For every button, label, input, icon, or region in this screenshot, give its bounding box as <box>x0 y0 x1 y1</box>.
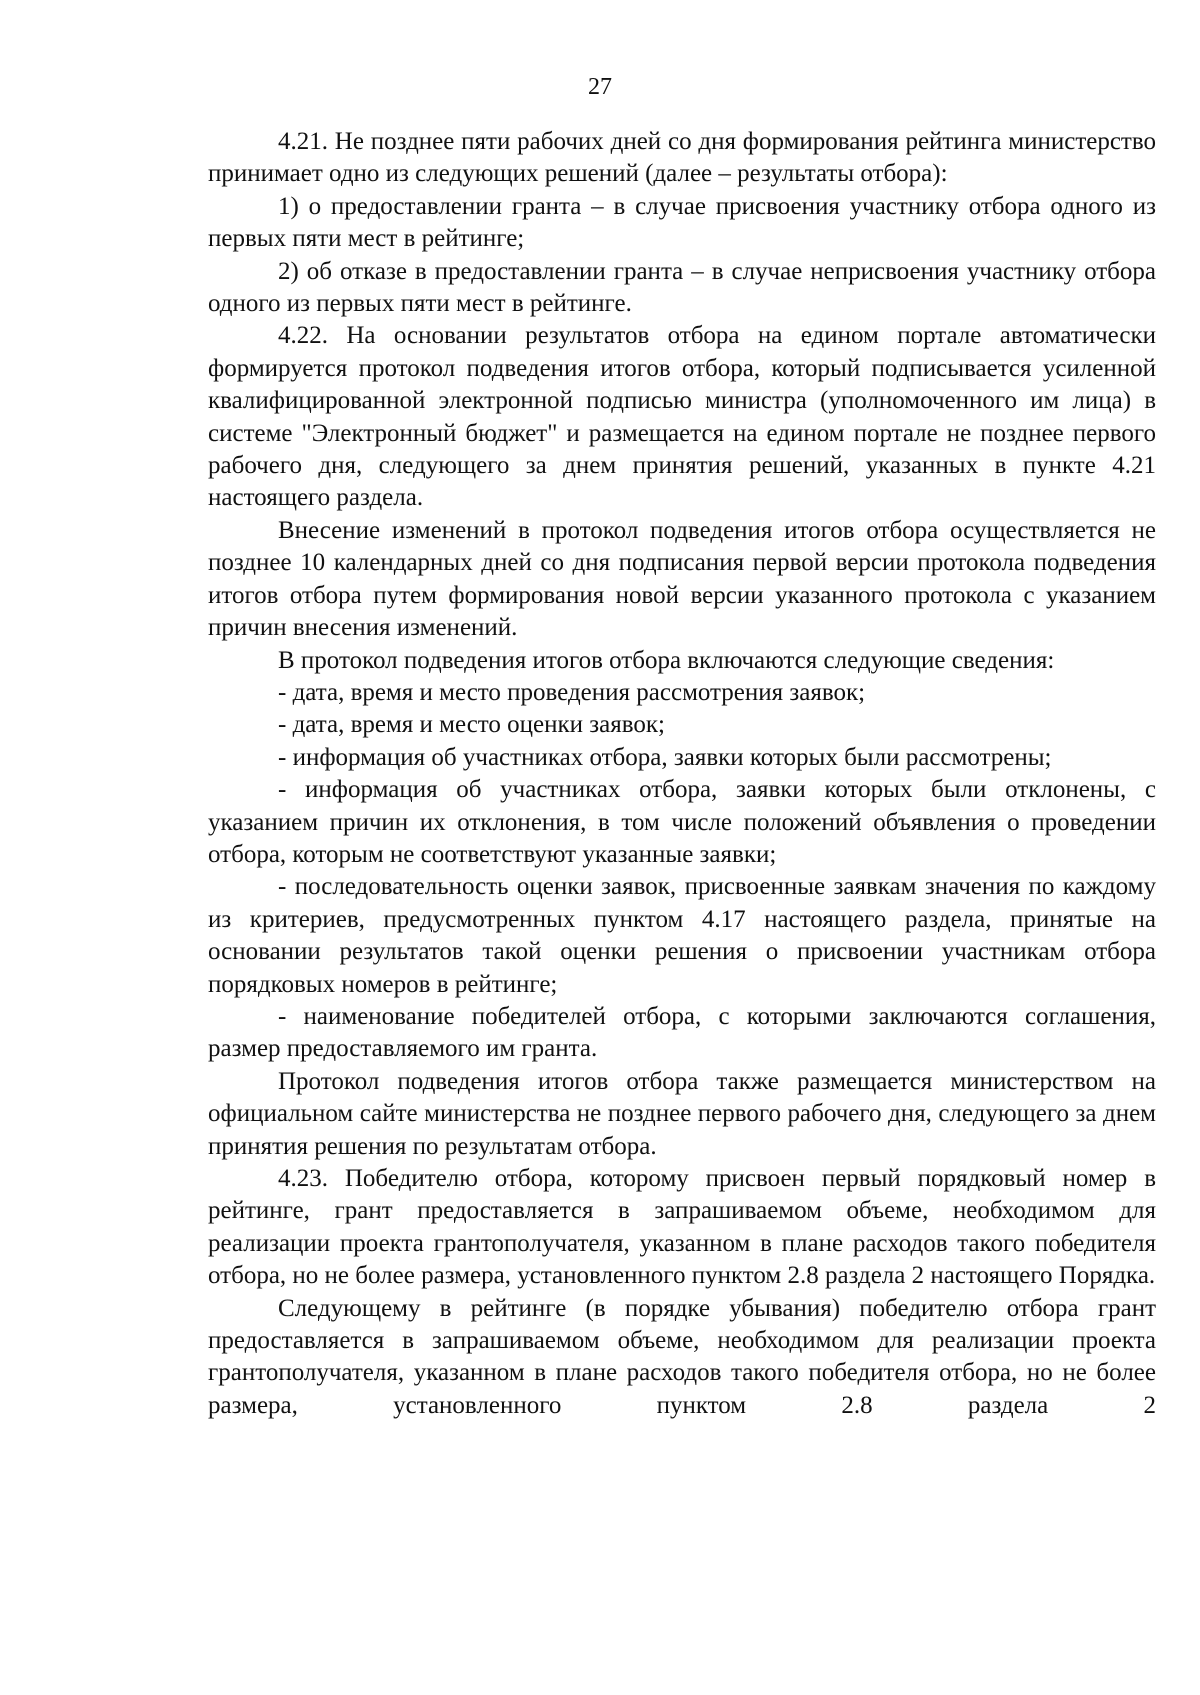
paragraph-4-21: 4.21. Не позднее пяти рабочих дней со дня формирования рейтинга министерство принимает одно из следующих решений (далее – результаты отбора): <box>208 128 1156 188</box>
paragraph-protocol-publication: Протокол подведения итогов отбора также размещается министерством на официальном сайте министерства не позднее первого рабочего дня, следующего за днем принятия решения по результатам отбора. <box>208 1067 1156 1160</box>
list-item-winners: - наименование победителей отбора, с которыми заключаются соглашения, размер предоставляемого им гранта. <box>208 1002 1156 1063</box>
paragraph-protocol-changes: Внесение изменений в протокол подведения итогов отбора осуществляется не позднее 10 календарных дней со дня подписания первой версии протокола подведения итогов отбора путем формирования новой версии указанного протокола с указанием причин внесения изменений. <box>208 516 1156 642</box>
paragraph-protocol-contents: В протокол подведения итогов отбора включаются следующие сведения: <box>278 646 1055 674</box>
paragraph-4-22: 4.22. На основании результатов отбора на едином портале автоматически формируется протокол подведения итогов отбора, который подписывается усиленной квалифицированной электронной подписью министра (уполномоченного им лица) в системе "Электронный бюджет" и размещается на едином портале не позднее первого рабочего дня, следующего за днем принятия решений, указанных в пункте 4.21 настоящего раздела. <box>208 322 1156 512</box>
document-body <box>208 126 1156 1422</box>
list-item-review-time: - дата, время и место проведения рассмотрения заявок; <box>278 678 866 706</box>
page-number: 27 <box>588 74 612 100</box>
list-item-evaluation-sequence: - последовательность оценки заявок, присвоенные заявкам значения по каждому из критериев, предусмотренных пунктом 4.17 настоящего раздела, принятые на основании результатов такой оценки решения о присвоении участникам отбора порядковых номеров в рейтинге; <box>208 873 1156 998</box>
paragraph-next-winner: Следующему в рейтинге (в порядке убывания) победителю отбора грант предоставляется в запрашиваемом объеме, необходимом для реализации проекта грантополучателя, указанном в плане расходов такого победителя отбора, но не более размера, установленного пунктом 2.8 раздела 2 <box>208 1294 1156 1419</box>
list-item-reviewed-participants: - информация об участниках отбора, заявки которых были рассмотрены; <box>278 743 1052 771</box>
list-item-rejected-participants: - информация об участниках отбора, заявки которых были отклонены, с указанием причин их отклонения, в том числе положений объявления о проведении отбора, которым не соответствуют указанные заявки; <box>208 776 1156 868</box>
list-item-grant-decision: 1) о предоставлении гранта – в случае присвоения участнику отбора одного из первых пяти мест в рейтинге; <box>208 192 1156 253</box>
paragraph-4-23: 4.23. Победителю отбора, которому присвоен первый порядковый номер в рейтинге, грант предоставляется в запрашиваемом объеме, необходимом для реализации проекта грантополучателя, указанном в плане расходов такого победителя отбора, но не более размера, установленного пунктом 2.8 раздела 2 настоящего Порядка. <box>208 1165 1156 1290</box>
list-item-refusal-decision: 2) об отказе в предоставлении гранта – в случае неприсвоения участнику отбора одного из первых пяти мест в рейтинге. <box>208 257 1156 318</box>
list-item-evaluation-time: - дата, время и место оценки заявок; <box>278 711 665 739</box>
